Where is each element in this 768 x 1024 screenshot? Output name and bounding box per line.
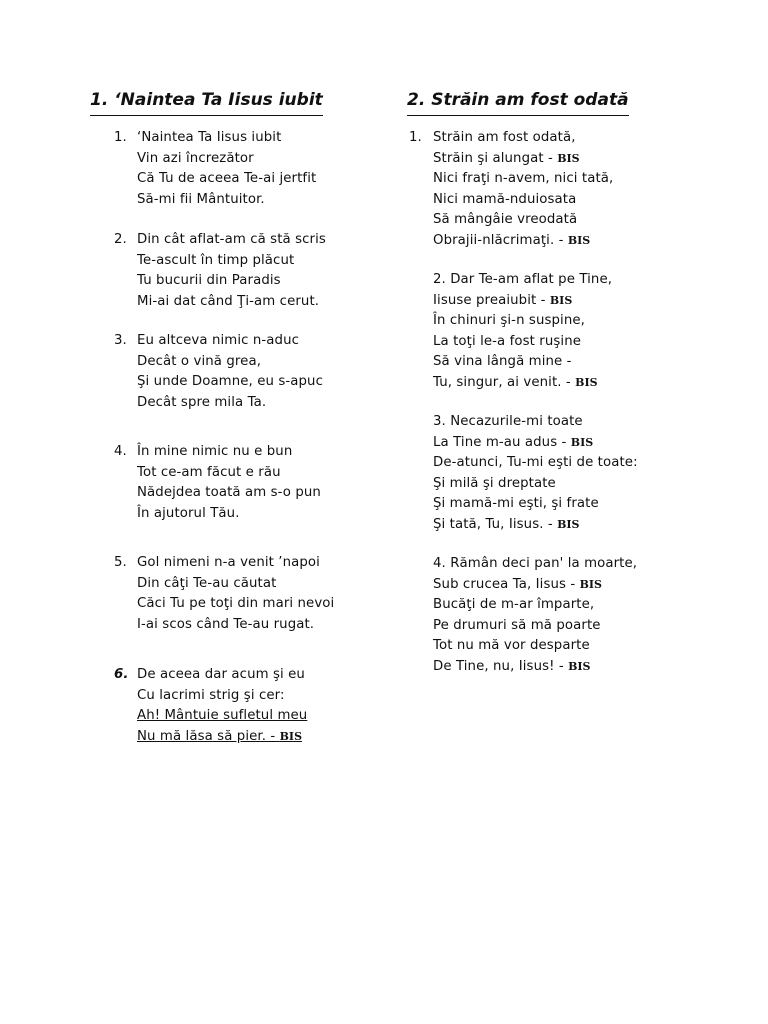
verse-line: Decât spre mila Ta.	[137, 394, 267, 410]
verse-line: Mi-ai dat când Ţi-am cerut.	[137, 293, 320, 309]
verse-text: Tu, singur, ai venit. -	[433, 374, 576, 390]
verse-line	[433, 373, 598, 394]
verse-line: 3. Necazurile-mi toate	[433, 414, 583, 429]
verse-line: Că Tu de aceea Te-ai jertfit	[137, 171, 317, 186]
verse-line: Nădejdea toată am s-o pun	[137, 485, 321, 500]
verse-line	[433, 433, 593, 454]
stanza-number: 1.	[114, 130, 127, 145]
verse-line: Să-mi fii Mântuitor.	[137, 191, 265, 207]
verse-line-underlined	[137, 727, 302, 748]
verse-line: I-ai scos când Te-au rugat.	[137, 616, 315, 632]
verse-line: Nici fraţi n-avem, nici tată,	[433, 171, 614, 186]
stanza-number: 6.	[114, 667, 129, 682]
left-song-title: 1. ‘Naintea Ta Iisus iubit	[90, 86, 323, 116]
verse-line	[433, 291, 572, 312]
stanza-number: 4.	[114, 444, 127, 459]
verse-line: Şi mamă-mi eşti, şi frate	[433, 496, 599, 511]
bis-marker: BIS	[279, 729, 303, 743]
verse-line: Căci Tu pe toţi din mari nevoi	[137, 596, 335, 611]
verse-line	[433, 575, 602, 596]
verse-line-underlined: Ah! Mântuie sufletul meu	[137, 708, 308, 723]
verse-line: De aceea dar acum şi eu	[137, 667, 305, 682]
bis-marker: BIS	[557, 517, 580, 531]
verse-line: Gol nimeni n-a venit ’napoi	[137, 555, 320, 570]
verse-line: Eu altceva nimic n-aduc	[137, 333, 300, 348]
bis-marker: BIS	[570, 435, 594, 449]
verse-text: Sub crucea Ta, Iisus -	[433, 576, 580, 592]
verse-text: Nu mă lăsa să pier. -	[137, 728, 280, 744]
verse-line: La toţi le-a fost ruşine	[433, 333, 582, 349]
bis-marker: BIS	[579, 577, 602, 591]
verse-line: În chinuri şi-n suspine,	[433, 313, 585, 328]
verse-text: La Tine m-au adus -	[433, 434, 571, 450]
stanza-number: 1.	[409, 130, 422, 145]
verse-line: De-atunci, Tu-mi eşti de toate:	[433, 455, 638, 470]
verse-line	[433, 515, 580, 536]
verse-line	[433, 149, 580, 170]
bis-marker: BIS	[575, 375, 598, 389]
verse-line: Vin azi încrezător	[137, 150, 254, 166]
verse-line: Bucăţi de m-ar împarte,	[433, 597, 595, 612]
verse-line: Şi milă şi dreptate	[433, 475, 556, 491]
verse-line	[433, 231, 590, 252]
stanza-number: 3.	[114, 333, 127, 348]
stanza-number: 2.	[114, 232, 127, 247]
verse-line: Să vina lângă mine -	[433, 354, 572, 369]
verse-line: Pe drumuri să mă poarte	[433, 617, 601, 633]
stanza-number: 5.	[114, 555, 127, 570]
verse-line: Să mângâie vreodată	[433, 212, 578, 227]
bis-marker: BIS	[567, 233, 591, 247]
verse-text: Obrajii-nlăcrimaţi. -	[433, 232, 568, 248]
verse-line: Tot ce-am făcut e rău	[137, 464, 281, 480]
verse-line: În ajutorul Tău.	[137, 505, 240, 521]
verse-text: De Tine, nu, Iisus! -	[433, 658, 569, 674]
right-song-title: 2. Străin am fost odată	[407, 86, 629, 116]
verse-line: ‘Naintea Ta Iisus iubit	[137, 130, 282, 145]
verse-text: Şi tată, Tu, Iisus. -	[433, 516, 558, 532]
verse-line	[433, 657, 591, 678]
verse-line: 2. Dar Te-am aflat pe Tine,	[433, 272, 613, 287]
verse-line: Decât o vină grea,	[137, 353, 262, 369]
verse-line: Din cât aflat-am că stă scris	[137, 232, 326, 247]
verse-line: Şi unde Doamne, eu s-apuc	[137, 374, 323, 389]
left-song	[90, 86, 380, 744]
bis-marker: BIS	[568, 659, 591, 673]
bis-marker: BIS	[557, 151, 580, 165]
verse-line: În mine nimic nu e bun	[137, 444, 293, 459]
verse-line: Te-ascult în timp plăcut	[137, 252, 295, 268]
verse-line: Străin am fost odată,	[433, 130, 576, 145]
bis-marker: BIS	[549, 293, 573, 307]
verse-line: Tu bucurii din Paradis	[137, 273, 281, 288]
verse-text: Străin şi alungat -	[433, 150, 558, 166]
right-song	[407, 86, 707, 674]
verse-line: 4. Rămân deci pan' la moarte,	[433, 556, 638, 571]
verse-line: Nici mamă-nduiosata	[433, 191, 577, 207]
verse-text: Iisuse preaiubit -	[433, 292, 550, 308]
verse-line: Tot nu mă vor desparte	[433, 638, 590, 653]
verse-line: Cu lacrimi strig şi cer:	[137, 687, 285, 703]
verse-line: Din câţi Te-au căutat	[137, 575, 277, 591]
